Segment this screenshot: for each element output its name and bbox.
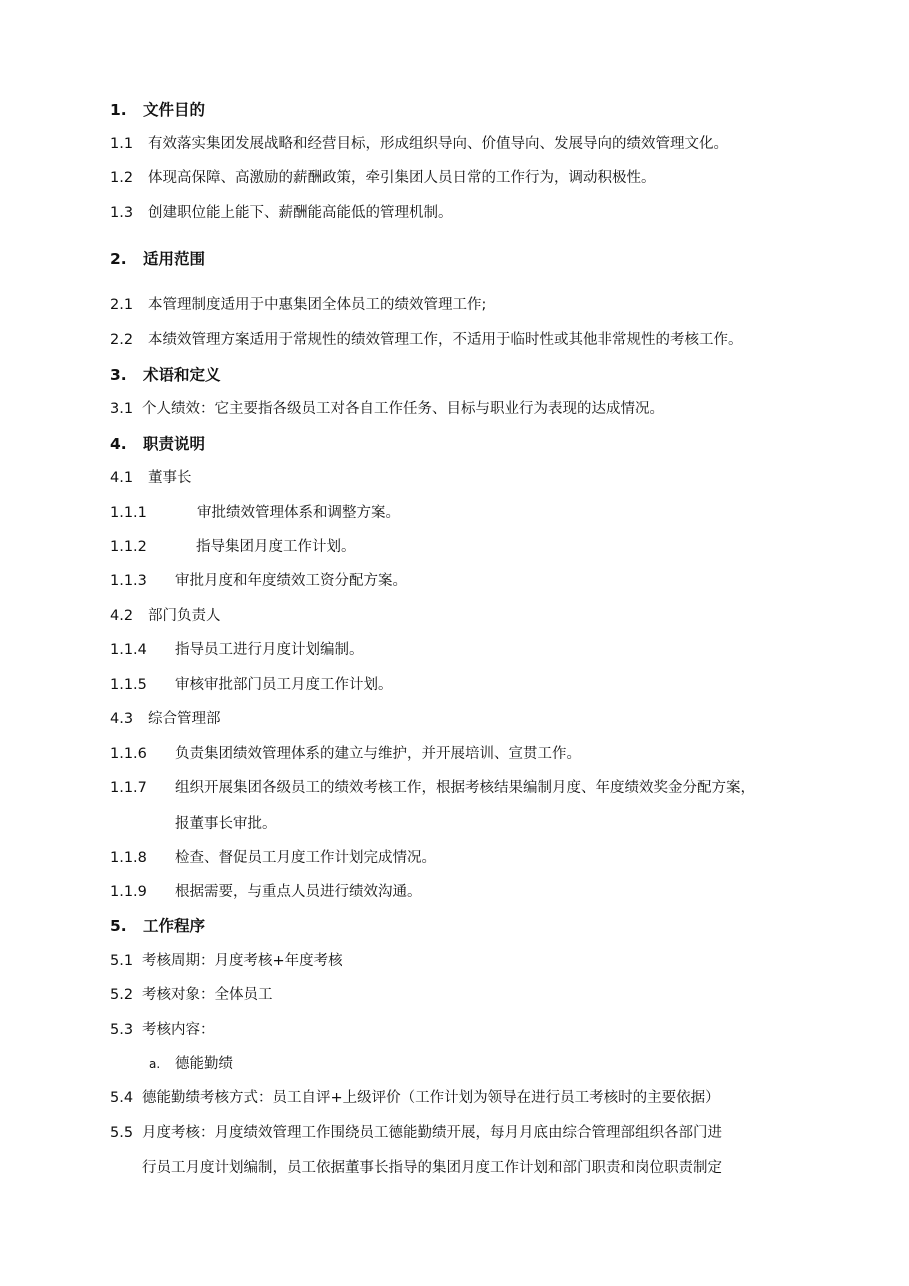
item-text: 综合管理部 [148, 711, 221, 727]
item-number: 1.1.8 [110, 850, 147, 866]
item-text: 德能勤绩考核方式：员工自评+上级评价（工作计划为领导在进行员工考核时的主要依据） [142, 1090, 720, 1106]
item-number: 5.2 [110, 987, 134, 1003]
item-text: 组织开展集团各级员工的绩效考核工作，根据考核结果编制月度、年度绩效奖金分配方案， [175, 780, 755, 796]
item-text: 本管理制度适用于中惠集团全体员工的绩效管理工作; [148, 297, 487, 313]
item-text: 检查、督促员工月度工作计划完成情况。 [175, 850, 436, 866]
item-text: 部门负责人 [148, 608, 221, 624]
item-text: 考核对象：全体员工 [142, 987, 273, 1003]
item-text: 考核内容： [142, 1022, 215, 1038]
item-number: 5.3 [110, 1022, 134, 1038]
item-text: 董事长 [148, 470, 192, 486]
item-text: 德能勤绩 [175, 1056, 233, 1072]
item-number: 1.2 [110, 170, 134, 186]
item-text: 指导员工进行月度计划编制。 [175, 642, 364, 658]
item-number: 2.1 [110, 297, 134, 313]
item-number: 5.1 [110, 953, 134, 969]
heading-number: 2. [110, 250, 127, 268]
item-text: 审批绩效管理体系和调整方案。 [197, 505, 400, 521]
heading-text: 工作程序 [143, 917, 206, 935]
heading-text: 职责说明 [143, 435, 206, 453]
item-number: 3.1 [110, 401, 134, 417]
item-text: 负责集团绩效管理体系的建立与维护，并开展培训、宣贯工作。 [175, 746, 581, 762]
item-number: 1.1 [110, 136, 134, 152]
item-text: 审核审批部门员工月度工作计划。 [175, 677, 393, 693]
item-number: a. [149, 1057, 161, 1071]
item-text: 考核周期：月度考核+年度考核 [142, 953, 343, 969]
item-number: 1.1.3 [110, 573, 147, 589]
item-text: 审批月度和年度绩效工资分配方案。 [175, 573, 407, 589]
item-number: 4.2 [110, 608, 134, 624]
item-text: 报董事长审批。 [175, 816, 277, 832]
heading-number: 3. [110, 366, 127, 384]
heading-number: 1. [110, 101, 127, 119]
item-text: 体现高保障、高激励的薪酬政策，牵引集团人员日常的工作行为，调动积极性。 [148, 170, 656, 186]
item-text: 本绩效管理方案适用于常规性的绩效管理工作，不适用于临时性或其他非常规性的考核工作。 [148, 332, 743, 348]
item-number: 1.1.2 [110, 539, 147, 555]
heading-text: 文件目的 [143, 101, 206, 119]
item-text: 月度考核：月度绩效管理工作围绕员工德能勤绩开展，每月月底由综合管理部组织各部门进 [142, 1125, 722, 1141]
item-text: 有效落实集团发展战略和经营目标，形成组织导向、价值导向、发展导向的绩效管理文化。 [148, 136, 728, 152]
item-number: 1.1.4 [110, 642, 147, 658]
item-number: 4.1 [110, 470, 134, 486]
item-number: 5.5 [110, 1125, 134, 1141]
item-number: 1.1.6 [110, 746, 147, 762]
item-text: 创建职位能上能下、薪酬能高能低的管理机制。 [148, 205, 453, 221]
heading-number: 4. [110, 435, 127, 453]
item-number: 4.3 [110, 711, 134, 727]
item-text: 指导集团月度工作计划。 [196, 539, 356, 555]
item-number: 1.1.9 [110, 884, 147, 900]
item-text: 个人绩效：它主要指各级员工对各自工作任务、目标与职业行为表现的达成情况。 [142, 401, 664, 417]
heading-text: 术语和定义 [143, 366, 221, 384]
item-number: 1.1.7 [110, 780, 147, 796]
item-number: 1.3 [110, 205, 134, 221]
item-number: 1.1.1 [110, 505, 147, 521]
heading-number: 5. [110, 917, 127, 935]
item-number: 1.1.5 [110, 677, 147, 693]
item-text: 根据需要，与重点人员进行绩效沟通。 [175, 884, 422, 900]
heading-text: 适用范围 [143, 250, 206, 268]
item-number: 5.4 [110, 1090, 134, 1106]
item-text: 行员工月度计划编制，员工依据董事长指导的集团月度工作计划和部门职责和岗位职责制定 [142, 1160, 722, 1176]
item-number: 2.2 [110, 332, 134, 348]
